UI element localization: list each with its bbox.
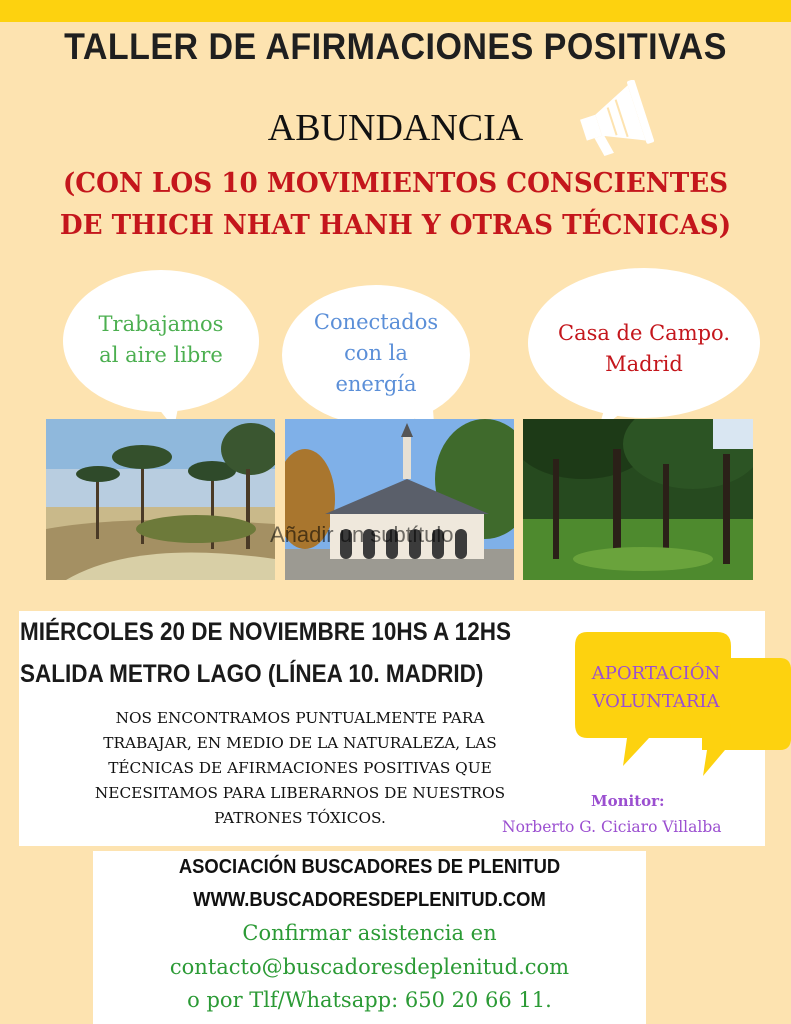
subtitle-paren-line-1: (CON LOS 10 MOVIMIENTOS CONSCIENTES <box>62 168 729 199</box>
bubble-2-line-1: Conectados <box>313 310 439 334</box>
bubble-3-line-1: Casa de Campo. <box>558 321 730 345</box>
photo-pavilion <box>285 419 514 580</box>
contribution-text <box>575 660 737 716</box>
bubble-2-line-3: energía <box>335 372 417 396</box>
image-overlay-subtitle: Añadir un subtítulo <box>270 522 454 547</box>
contribution-line-2: VOLUNTARIA <box>592 691 720 712</box>
bubble-2-line-2: con la <box>344 341 408 365</box>
event-date: MIÉRCOLES 20 DE NOVIEMBRE 10HS A 12HS <box>20 618 511 646</box>
bubble-3-line-2: Madrid <box>605 352 683 376</box>
website-link[interactable]: WWW.BUSCADORESDEPLENITUD.COM <box>193 889 546 911</box>
event-place: SALIDA METRO LAGO (LÍNEA 10. MADRID) <box>20 660 484 688</box>
bubble-2-text <box>282 307 470 400</box>
contribution-line-1: APORTACIÓN <box>591 663 721 684</box>
bubble-1-line-2: al aire libre <box>99 343 223 367</box>
megaphone-icon <box>572 80 664 160</box>
photo-forest <box>523 419 753 580</box>
monitor-label: Monitor: <box>591 792 665 810</box>
confirm-text: Confirmar asistencia en <box>242 921 497 945</box>
subtitle-paren-line-2: DE THICH NHAT HANH Y OTRAS TÉCNICAS) <box>59 210 732 241</box>
event-description: NOS ENCONTRAMOS PUNTUALMENTE PARA TRABAJAR, EN MEDIO DE LA NATURALEZA, LAS TÉCNICAS DE AFIRMACIONES POSITIVAS QUE NECESITAMOS PARA LIBERARNOS DE NUESTROS PATRONES TÓXICOS. <box>94 709 506 827</box>
monitor-name: Norberto G. Ciciaro Villalba <box>502 818 722 836</box>
phone-text: o por Tlf/Whatsapp: 650 20 66 11. <box>187 988 552 1012</box>
poster-title: TALLER DE AFIRMACIONES POSITIVAS <box>64 26 727 67</box>
photo-painting-pines <box>46 419 275 580</box>
bubble-3-text <box>528 318 760 380</box>
association-name: ASOCIACIÓN BUSCADORES DE PLENITUD <box>178 856 561 878</box>
bubble-1-line-1: Trabajamos <box>98 312 224 336</box>
poster-subtitle: ABUNDANCIA <box>267 107 524 149</box>
bubble-1-text <box>63 309 259 371</box>
top-accent-bar <box>0 0 791 22</box>
email-link[interactable]: contacto@buscadoresdeplenitud.com <box>169 955 570 979</box>
